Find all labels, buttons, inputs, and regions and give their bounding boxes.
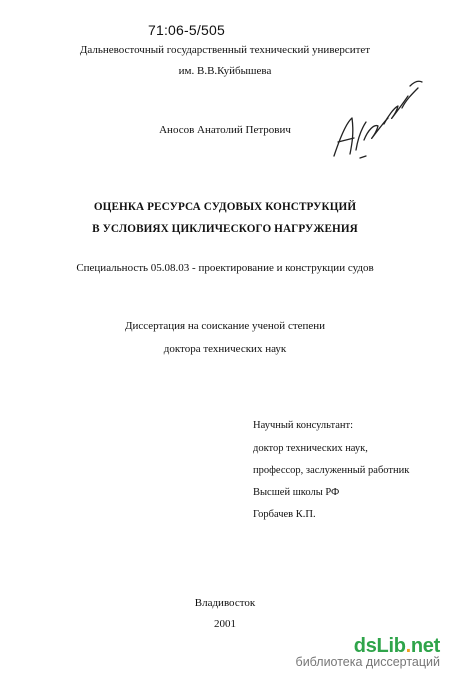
degree-line1: Диссертация на соискание ученой степени xyxy=(124,320,326,332)
dissertation-title-line2: В УСЛОВИЯХ ЦИКЛИЧЕСКОГО НАГРУЖЕНИЯ xyxy=(92,223,358,235)
dissertation-title-line1: ОЦЕНКА РЕСУРСА СУДОВЫХ КОНСТРУКЦИЙ xyxy=(93,201,357,213)
watermark xyxy=(296,635,440,669)
consultant-title: профессор, заслуженный работник xyxy=(253,465,410,476)
university-name-line2: им. В.В.Куйбышева xyxy=(178,65,272,77)
university-name-line1: Дальневосточный государственный технический университет xyxy=(79,44,371,56)
degree-line2: доктора технических наук xyxy=(163,343,287,355)
year: 2001 xyxy=(214,618,236,630)
watermark-logo-main: dsLib xyxy=(353,635,406,657)
watermark-logo-dot: . xyxy=(405,635,411,657)
catalog-code: 71:06-5/505 xyxy=(148,22,225,38)
handwritten-signature xyxy=(326,78,426,170)
watermark-logo-tld: net xyxy=(410,635,440,657)
watermark-subtitle: библиотека диссертаций xyxy=(295,655,440,669)
consultant-heading: Научный консультант: xyxy=(253,420,354,431)
consultant-name: Горбачев К.П. xyxy=(253,509,316,520)
specialty: Специальность 05.08.03 - проектирование и конструкции судов xyxy=(76,262,374,274)
author-name: Аносов Анатолий Петрович xyxy=(159,124,291,136)
city: Владивосток xyxy=(194,597,256,609)
consultant-title-cont: Высшей школы РФ xyxy=(253,487,340,498)
consultant-degree: доктор технических наук, xyxy=(253,443,368,454)
